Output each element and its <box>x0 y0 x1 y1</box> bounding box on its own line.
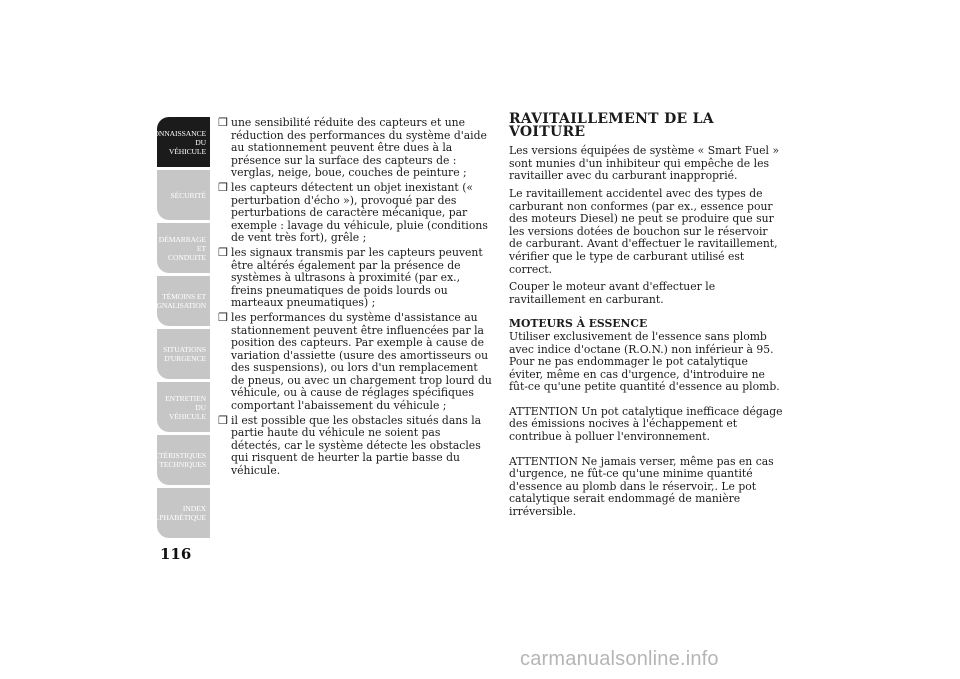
warning-paragraph: ATTENTION Un pot catalytique inefficace dégage des émissions nocives à l'échappement et contribue à polluer l'environnement. <box>509 404 783 444</box>
section-title: RAVITAILLEMENT DE LA VOITURE <box>509 111 714 140</box>
list-item <box>218 117 493 180</box>
tab-situations-d-urgence[interactable] <box>157 329 210 379</box>
tab-securite[interactable] <box>157 170 210 220</box>
list-item <box>218 182 493 245</box>
list-item-text: les performances du système d'assistance au stationnement peuvent être influencées par la position des capteurs. Par exemple à cause de variation d'assiette (usure des amortisseurs ou des suspensions), ou lors d'un remplacement de pneus, ou avec un chargement trop lourd du véhicule, ou à cause de réglages spécifiques comportant l'abaissement du véhicule ; <box>231 310 492 413</box>
tab-label: INDEX ALPHABÉTIQUE <box>149 504 206 522</box>
subsection-title: MOTEURS À ESSENCE <box>509 317 648 331</box>
tab-demarrage-et-conduite[interactable] <box>157 223 210 273</box>
tab-label: CARACTÉRISTIQUES TECHNIQUES <box>133 451 206 469</box>
tab-label: ENTRETIEN DU VÉHICULE <box>165 393 206 421</box>
paragraph: Utiliser exclusivement de l'essence sans plomb avec indice d'octane (R.O.N.) non inférieur à 95. Pour ne pas endommager le pot catalytique éviter, même en cas d'urgence, d'introduire ne fût-ce qu'une petite quantité d'essence au plomb. <box>509 329 780 394</box>
tab-label: SÉCURITÉ <box>170 190 206 200</box>
tab-entretien-du-vehicule[interactable] <box>157 382 210 432</box>
paragraph: Les versions équipées de système « Smart Fuel » sont munies d'un inhibiteur qui empêche de les ravitailler avec du carburant inapproprié. <box>509 144 780 183</box>
tab-label: SITUATIONS D'URGENCE <box>163 345 206 363</box>
paragraph: Couper le moteur avant d'effectuer le ravitaillement en carburant. <box>509 280 716 306</box>
checkbox-bullet-icon: ❒ <box>218 310 228 324</box>
left-column <box>218 117 493 480</box>
warning-paragraph: ATTENTION Ne jamais verser, même pas en cas d'urgence, ne fût-ce qu'une minime quantité d'essence au plomb dans le réservoir,. Le pot catalytique serait endommagé de manière irréversible. <box>509 454 774 519</box>
page-number: 116 <box>160 545 192 563</box>
tab-connaissance-du-vehicule[interactable] <box>148 117 210 167</box>
list-item <box>218 247 493 310</box>
watermark: carmanualsonline.info <box>520 648 719 670</box>
list-item <box>218 415 493 478</box>
tab-temoins-et-signalisation[interactable] <box>149 276 210 326</box>
tab-caracteristiques-techniques[interactable] <box>133 435 210 485</box>
list-item <box>218 312 493 413</box>
right-column <box>509 113 784 524</box>
list-item-text: une sensibilité réduite des capteurs et une réduction des performances du système d'aide au stationnement peuvent être dues à la présence sur la surface des capteurs de : verglas, neige, boue, couches de peinture ; <box>231 116 487 180</box>
tab-label: TÉMOINS ET SIGNALISATION <box>149 292 206 310</box>
list-item-text: il est possible que les obstacles situés dans la partie haute du véhicule ne soient pas détectés, car le système détecte les obstacles qui risquent de heurter la partie basse du véhicule. <box>231 413 482 478</box>
list-item-text: les capteurs détectent un objet inexistant (« perturbation d'écho »), provoqué par des perturbations de caractère mécanique, par exemple : lavage du véhicule, pluie (conditions de vent très fort), grêle ; <box>231 180 488 245</box>
list-item-text: les signaux transmis par les capteurs peuvent être altérés également par la présence de systèmes à ultrasons à proximité (par ex., freins pneumatiques de poids lourds ou marteaux pneumatiques) ; <box>231 245 483 310</box>
checkbox-bullet-icon: ❒ <box>218 245 228 259</box>
tab-label: CONNAISSANCE DU VÉHICULE <box>148 128 206 156</box>
tab-index-alphabetique[interactable] <box>149 488 210 538</box>
checkbox-bullet-icon: ❒ <box>218 180 228 194</box>
paragraph: Le ravitaillement accidentel avec des types de carburant non conformes (par ex., essence pour des moteurs Diesel) ne peut se produire que sur les versions dotées de bouchon sur le réservoir de carburant. Avant d'effectuer le ravitaillement, vérifier que le type de carburant utilisé est correct. <box>509 186 778 276</box>
chapter-sidebar <box>133 117 210 541</box>
tab-label: DÉMARRAGE ET CONDUITE <box>158 234 206 262</box>
checkbox-bullet-icon: ❒ <box>218 116 228 129</box>
checkbox-bullet-icon: ❒ <box>218 413 228 427</box>
